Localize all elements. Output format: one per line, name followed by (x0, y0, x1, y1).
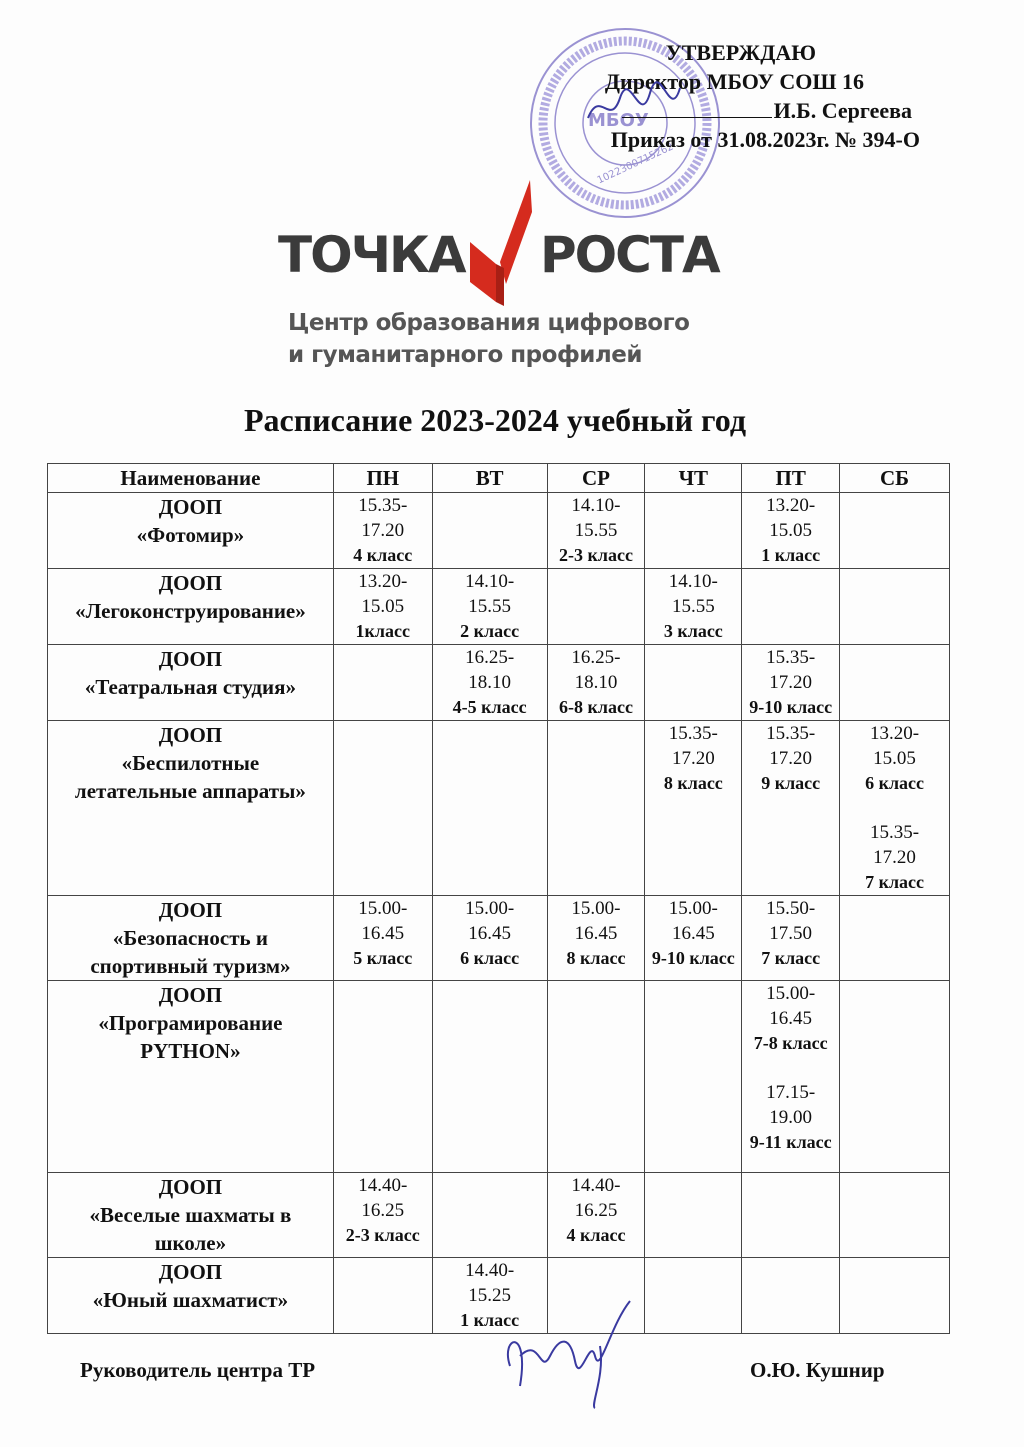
schedule-cell (742, 1258, 840, 1334)
schedule-cell (333, 1258, 432, 1334)
schedule-cell (840, 1258, 950, 1334)
director-signature (580, 78, 690, 138)
session-time: 15.35- (668, 723, 718, 744)
table-row (48, 569, 950, 645)
session-time: 17.20 (361, 520, 405, 541)
schedule-cell (742, 569, 840, 645)
session-class: 1 класс (460, 1310, 520, 1330)
column-header: ПТ (742, 464, 840, 493)
session-time: 15.35- (870, 822, 920, 843)
session-time: 17.20 (873, 847, 916, 868)
schedule-cell (645, 569, 742, 645)
program-name-cell (48, 721, 334, 896)
program-name-cell (48, 981, 334, 1173)
program-name-line: «Програмирование (98, 1011, 283, 1035)
schedule-cell (547, 645, 645, 721)
session-time: 17.20 (769, 748, 813, 769)
table-row (48, 1173, 950, 1258)
session-class: 2 класс (460, 621, 520, 641)
schedule-cell (742, 493, 840, 569)
schedule-cell (432, 569, 547, 645)
session-time: 15.25 (468, 1285, 511, 1306)
program-name-line: PYTHON» (140, 1039, 241, 1063)
approval-heading: УТВЕРЖДАЮ (665, 40, 816, 65)
schedule-cell (840, 569, 950, 645)
schedule-cell (333, 645, 432, 721)
schedule-cell (742, 981, 840, 1173)
logo-word-2: РОСТА (540, 226, 719, 284)
program-name-cell (48, 1258, 334, 1334)
session-time: 17.15- (766, 1082, 816, 1103)
session-time: 16.45 (468, 923, 511, 944)
session-time: 15.50- (766, 898, 816, 919)
session-class: 6 класс (865, 773, 925, 793)
program-name-line: «Легоконструирование» (75, 599, 306, 623)
schedule-cell (547, 981, 645, 1173)
schedule-table (47, 463, 950, 1334)
program-name-line: ДООП (158, 571, 223, 595)
table-row (48, 721, 950, 896)
tochka-rosta-logo (278, 212, 718, 372)
session-class: 5 класс (353, 948, 413, 968)
session-time: 18.10 (468, 672, 511, 693)
schedule-cell (333, 1173, 432, 1258)
session-time: 15.05 (769, 520, 813, 541)
schedule-cell (742, 1173, 840, 1258)
schedule-cell (742, 721, 840, 896)
approval-order: Приказ от 31.08.2023г. № 394-О (610, 127, 920, 152)
schedule-cell (645, 493, 742, 569)
schedule-cell (645, 896, 742, 981)
schedule-cell (645, 1258, 742, 1334)
session-time: 13.20- (766, 495, 816, 516)
program-name-line: «Беспилотные (121, 751, 260, 775)
session-time: 14.40- (571, 1175, 621, 1196)
session-class: 4-5 класс (452, 697, 527, 717)
schedule-cell (547, 721, 645, 896)
program-name-line: школе» (154, 1231, 227, 1255)
table-row (48, 645, 950, 721)
session-class: 3 класс (663, 621, 723, 641)
session-time: 16.45 (671, 923, 715, 944)
session-time: 15.00- (668, 898, 718, 919)
approval-name: И.Б. Сергеева (773, 98, 912, 123)
program-name-cell (48, 1173, 334, 1258)
session-time: 17.20 (671, 748, 715, 769)
footer-position: Руководитель центра ТР (80, 1358, 316, 1382)
session-class: 6 класс (460, 948, 520, 968)
session-class: 9-10 класс (749, 697, 833, 717)
session-time: 16.45 (769, 1008, 813, 1029)
schedule-cell (432, 1173, 547, 1258)
session-time: 13.20- (358, 571, 408, 592)
schedule-cell (333, 981, 432, 1173)
schedule-cell (333, 569, 432, 645)
session-time: 16.25 (361, 1200, 405, 1221)
program-name-line: «Театральная студия» (84, 675, 296, 699)
session-class: 7-8 класс (753, 1033, 828, 1053)
svg-text:МБОУ: МБОУ (588, 110, 649, 131)
page-title: Расписание 2023-2024 учебный год (243, 402, 747, 438)
program-name-line: ДООП (158, 983, 223, 1007)
session-class: 6-8 класс (558, 697, 633, 717)
session-class: 7 класс (865, 872, 925, 892)
program-name-line: «Веселые шахматы в (89, 1203, 292, 1227)
column-header: Наименование (48, 464, 334, 493)
schedule-cell (742, 896, 840, 981)
program-name-line: «Юный шахматист» (92, 1288, 289, 1312)
table-row (48, 981, 950, 1173)
session-class: 2-3 класс (558, 545, 633, 565)
schedule-cell (432, 721, 547, 896)
program-name-line: ДООП (158, 647, 223, 671)
schedule-cell (333, 896, 432, 981)
table-row (48, 493, 950, 569)
column-header: ЧТ (645, 464, 742, 493)
session-class: 9-10 класс (651, 948, 735, 968)
program-name-line: ДООП (158, 495, 223, 519)
schedule-cell (840, 721, 950, 896)
session-class: 4 класс (353, 545, 413, 565)
session-time: 16.25- (465, 647, 515, 668)
session-time: 14.40- (358, 1175, 408, 1196)
schedule-cell (432, 645, 547, 721)
logo-subtitle-2: и гуманитарного профилей (288, 342, 642, 368)
session-time: 16.45 (361, 923, 405, 944)
program-name-line: ДООП (158, 723, 223, 747)
session-class: 1класс (355, 621, 410, 641)
program-name-line: ДООП (158, 1175, 223, 1199)
schedule-cell (645, 645, 742, 721)
column-header: ПН (333, 464, 432, 493)
program-name-line: «Безопасность и (112, 926, 268, 950)
session-time: 18.10 (574, 672, 618, 693)
schedule-cell (547, 569, 645, 645)
session-time: 16.25- (571, 647, 621, 668)
session-time: 15.55 (574, 520, 618, 541)
session-class: 8 класс (663, 773, 723, 793)
session-time: 19.00 (769, 1107, 813, 1128)
session-time: 16.25 (574, 1200, 618, 1221)
head-signature (490, 1296, 640, 1416)
spacer (840, 796, 949, 820)
session-time: 13.20- (870, 723, 920, 744)
session-time: 15.00- (571, 898, 621, 919)
session-class: 1 класс (761, 545, 821, 565)
session-time: 14.10- (465, 571, 515, 592)
spacer (742, 1056, 839, 1080)
session-time: 15.35- (766, 647, 816, 668)
footer-name: О.Ю. Кушнир (750, 1358, 885, 1382)
schedule-cell (645, 721, 742, 896)
program-name-cell (48, 569, 334, 645)
session-time: 14.40- (465, 1260, 515, 1281)
session-time: 16.45 (574, 923, 618, 944)
session-time: 15.00- (465, 898, 515, 919)
session-time: 15.55 (671, 596, 715, 617)
svg-text:1022300715262: 1022300715262 (595, 141, 676, 187)
schedule-cell (840, 493, 950, 569)
column-header: СБ (840, 464, 950, 493)
program-name-line: ДООП (158, 898, 223, 922)
session-class: 7 класс (761, 948, 821, 968)
session-time: 15.35- (766, 723, 816, 744)
table-row (48, 896, 950, 981)
schedule-cell (742, 645, 840, 721)
program-name-cell (48, 896, 334, 981)
session-time: 15.00- (766, 983, 816, 1004)
schedule-cell (840, 645, 950, 721)
schedule-cell (840, 896, 950, 981)
session-time: 15.05 (873, 748, 916, 769)
session-time: 15.05 (361, 596, 405, 617)
session-time: 17.20 (769, 672, 813, 693)
schedule-cell (432, 981, 547, 1173)
schedule-cell (547, 1173, 645, 1258)
schedule-cell (333, 721, 432, 896)
program-name-cell (48, 645, 334, 721)
schedule-cell (432, 493, 547, 569)
approval-position: Директор МБОУ СОШ 16 (604, 69, 864, 94)
program-name-line: ДООП (158, 1260, 223, 1284)
table-header-row (48, 464, 950, 493)
session-time: 15.00- (358, 898, 408, 919)
session-time: 14.10- (571, 495, 621, 516)
schedule-cell (840, 1173, 950, 1258)
schedule-cell (432, 896, 547, 981)
schedule-cell (645, 981, 742, 1173)
session-class: 8 класс (566, 948, 626, 968)
schedule-cell (840, 981, 950, 1173)
column-header: СР (547, 464, 645, 493)
program-name-line: «Фотомир» (136, 523, 245, 547)
program-name-line: спортивный туризм» (90, 954, 291, 978)
session-time: 17.50 (769, 923, 813, 944)
logo-subtitle-1: Центр образования цифрового (288, 310, 690, 336)
session-class: 9-11 класс (749, 1132, 832, 1152)
program-name-cell (48, 493, 334, 569)
schedule-cell (333, 493, 432, 569)
program-name-line: летательные аппараты» (74, 779, 306, 803)
logo-word-1: ТОЧКА (278, 226, 465, 284)
schedule-cell (547, 896, 645, 981)
session-class: 9 класс (761, 773, 821, 793)
session-time: 15.35- (358, 495, 408, 516)
session-time: 15.55 (468, 596, 511, 617)
column-header: ВТ (432, 464, 547, 493)
schedule-cell (547, 493, 645, 569)
session-class: 4 класс (566, 1225, 626, 1245)
schedule-cell (645, 1173, 742, 1258)
session-class: 2-3 класс (345, 1225, 420, 1245)
session-time: 14.10- (668, 571, 718, 592)
